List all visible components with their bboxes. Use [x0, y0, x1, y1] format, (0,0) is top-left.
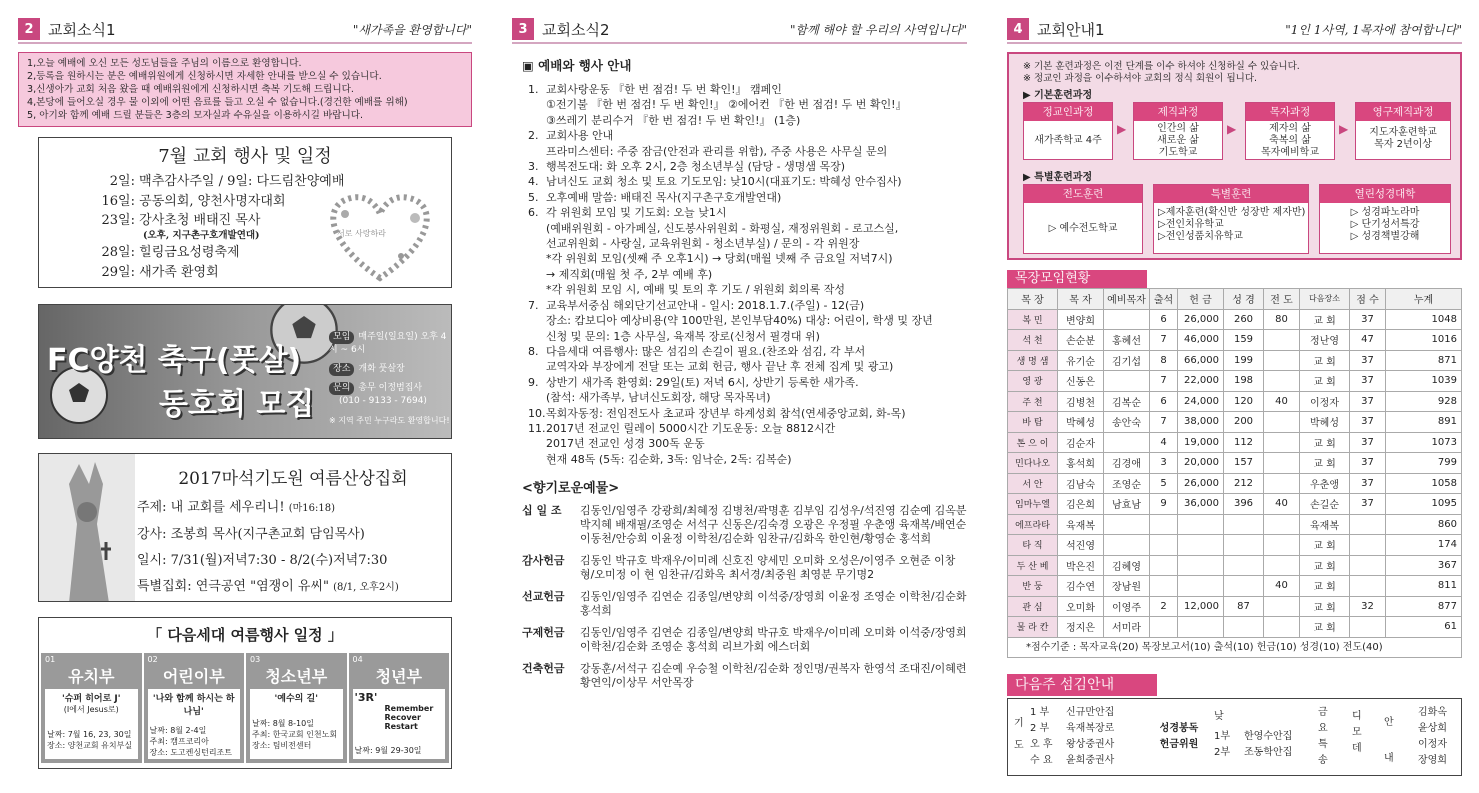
page-number: 3 [512, 18, 534, 40]
offering-roster-row: 1부 한영수안집 [1214, 730, 1293, 742]
table-cell: 37 [1350, 412, 1386, 433]
timothy-label: 디 모 데 [1352, 710, 1362, 754]
table-cell [1178, 617, 1224, 638]
table-cell [1104, 432, 1150, 453]
table-cell: 임마누엘 [1008, 494, 1058, 515]
table-row [1008, 596, 1462, 617]
table-row [1008, 350, 1462, 371]
offering-row: 건축헌금 강동훈/서석구 김순예 우승철 이학천/김순화 정인명/권복자 한영석 조대진/이혜련 황연익/이상무 서안목장 [522, 662, 967, 690]
table-cell: 2 [1150, 596, 1178, 617]
table-cell [1350, 555, 1386, 576]
table-row [1008, 494, 1462, 515]
table-cell: 20,000 [1178, 453, 1224, 474]
basic-training-label: ▶ 기본훈련과정 [1023, 90, 1093, 101]
table-row [1008, 371, 1462, 392]
table-cell: 이정자 [1300, 391, 1350, 412]
page-title: 교회안내1 [1037, 20, 1105, 39]
table-cell: 19,000 [1178, 432, 1224, 453]
page-motto: "함께 해야 할 우리의 사역입니다" [790, 22, 967, 37]
page-2 [18, 18, 472, 127]
table-cell: 3 [1150, 453, 1178, 474]
table-cell: 손길순 [1300, 494, 1350, 515]
reading-offering-label: 성경봉독 헌금위원 [1159, 722, 1199, 750]
announcement-item: 3. 행복전도대: 화 오후 2시, 2층 청소년부실 (담당 - 생명샘 목장) [528, 160, 845, 174]
nextgen-card: 03 청소년부 '예수의 길' 날짜: 8월 8-10일 주최: 한국교회 인천노회 장소: 팀비전센터 [246, 653, 347, 763]
table-cell: 생 명 샘 [1008, 350, 1058, 371]
table-cell: 서 안 [1008, 473, 1058, 494]
arrow-right-icon: ▶ [1227, 122, 1237, 136]
table-cell [1224, 617, 1264, 638]
table-cell: 37 [1350, 371, 1386, 392]
table-header: 누계 [1386, 289, 1462, 310]
table-cell: 877 [1386, 596, 1462, 617]
table-cell: 159 [1224, 330, 1264, 351]
announcement-item: 1. 교회사랑운동 『한 번 점검! 두 번 확인!』 캠페인 ①전기불 『한 번 점검! 두 번 확인!』 ②에어컨 『한 번 점검! 두 번 확인!』 ③쓰레기 분리수거 『한 번 점검! 두 번 확인!』 (1층) [528, 83, 907, 127]
table-cell: 36,000 [1178, 494, 1224, 515]
notice-line: 5, 아기와 함께 예배 드릴 분들은 3층의 모자실과 수유실을 이용하시길 바랍니다. [27, 110, 364, 121]
retreat-line: 특별집회: 연극공연 "염쟁이 유씨" (8/1, 오후2시) [137, 579, 399, 594]
schedule-row: (오후, 지구촌구호개발연대) [143, 230, 260, 241]
july-schedule-box [38, 137, 452, 288]
heart-illustration [315, 186, 445, 286]
table-header: 출석 [1150, 289, 1178, 310]
offering-row: 십 일 조 김동인/임영주 강광희/최혜정 김병천/곽명훈 김부임 김성우/석진영 김순예 김옥분 박지혜 배재필/조영순 서석구 신동은/김숙경 오광은 우정필 우춘앵 육재복/배연순 이동천/안승희 이윤정 이학천/김순화 임찬규/김화옥 한인현/황영순 홍석희 [522, 504, 967, 546]
table-cell [1224, 576, 1264, 597]
announcement-item: 2. 교회사용 안내 프라미스센터: 주중 잠금(안전과 관리를 위함), 주중 사용은 사무실 문의 [528, 129, 888, 158]
table-cell: 799 [1386, 453, 1462, 474]
table-cell: 김남숙 [1058, 473, 1104, 494]
table-cell: 37 [1350, 309, 1386, 330]
score-criteria: *점수기준 : 목자교육(20) 목장보고서(10) 출석(10) 헌금(10) 성경(10) 전도(40) [1007, 638, 1462, 658]
table-cell: 80 [1264, 309, 1300, 330]
table-cell: 김순자 [1058, 432, 1104, 453]
table-cell: 주 천 [1008, 391, 1058, 412]
july-title: 7월 교회 행사 및 일정 [158, 146, 332, 167]
table-header: 다음장소 [1300, 289, 1350, 310]
table-cell: 남효남 [1104, 494, 1150, 515]
table-header: 목 장 [1008, 289, 1058, 310]
table-cell [1178, 576, 1224, 597]
table-cell: 김복순 [1104, 391, 1150, 412]
table-cell: 김수연 [1058, 576, 1104, 597]
next-week-service-title: 다음주 섬김안내 [1007, 674, 1157, 696]
table-cell: 1095 [1386, 494, 1462, 515]
prayer-roster-row: 2 부 육재복장로 [1030, 722, 1115, 734]
table-cell: 바 탐 [1008, 412, 1058, 433]
fc-info [329, 331, 452, 427]
table-cell: 7 [1150, 330, 1178, 351]
prayer-roster-row: 1 부 신규만안집 [1030, 706, 1115, 718]
fc-title-line2: 동호회 모집 [159, 387, 315, 422]
announcement-item: 9. 상반기 새가족 환영회: 29일(토) 저녁 6시, 상반기 등록한 새가족. (참석: 새가족부, 남녀신도회장, 해당 목자목녀) [528, 375, 859, 405]
table-cell: 811 [1386, 576, 1462, 597]
table-header: 헌 금 [1178, 289, 1224, 310]
fc-info-line: 모임 매주일(일요일) 오후 4시 ~ 6시 [329, 332, 447, 355]
schedule-row: 28일: 힐링금요성령축제 [101, 245, 240, 260]
table-cell: 영 광 [1008, 371, 1058, 392]
table-cell: 12,000 [1178, 596, 1224, 617]
table-cell [1350, 514, 1386, 535]
announcement-list [528, 82, 967, 467]
page-title: 교회소식2 [542, 20, 610, 39]
table-cell: 김경애 [1104, 453, 1150, 474]
table-header: 점 수 [1350, 289, 1386, 310]
table-cell: 김기섭 [1104, 350, 1150, 371]
table-cell: 김혜영 [1104, 555, 1150, 576]
training-box: 특별훈련 ▷제자훈련(확신반 성장반 제자반) ▷전인치유학교 ▷전인성품치유학교 [1153, 184, 1309, 254]
table-cell: 7 [1150, 371, 1178, 392]
table-cell: 40 [1264, 494, 1300, 515]
table-cell: 교 회 [1300, 309, 1350, 330]
nextgen-title: 「 다음세대 여름행사 일정 」 [147, 626, 343, 644]
table-cell: 87 [1224, 596, 1264, 617]
page-3-header [512, 18, 967, 44]
table-cell: 66,000 [1178, 350, 1224, 371]
table-cell [1104, 535, 1150, 556]
page-number: 4 [1007, 18, 1029, 40]
page-title: 교회소식1 [48, 20, 116, 39]
table-cell [1178, 514, 1224, 535]
table-row [1008, 412, 1462, 433]
announcement-item: 8. 다음세대 여름행사: 많은 섬김의 손길이 필요.(찬조와 섬김, 각 부서 교역자와 부장에게 전달 또는 교회 헌금, 행사 끝난 후 전체 집계 및 광고) [528, 344, 894, 374]
table-cell: 정지은 [1058, 617, 1104, 638]
table-cell: 37 [1350, 350, 1386, 371]
page-4-header [1007, 18, 1462, 44]
welcome-notices [18, 52, 472, 127]
notice-line: 3,신생아가 교회 처음 왔을 때 예배위원에게 신청하시면 축복 기도해 드립니다. [27, 84, 354, 95]
heart-text: 서로 사랑하라 [337, 229, 386, 238]
table-cell: 물 라 칸 [1008, 617, 1058, 638]
table-cell: 홍혜선 [1104, 330, 1150, 351]
training-box: 목자과정 제자의 삶 축복의 삶 목자예비학교 [1245, 102, 1335, 160]
prayer-roster-row: 오 후 왕상중권사 [1030, 738, 1115, 750]
praying-figure-illustration [39, 454, 135, 602]
retreat-line: 강사: 조봉희 목사(지구촌교회 담임목사) [137, 527, 365, 542]
mokjang-table [1007, 288, 1462, 638]
table-cell: 1039 [1386, 371, 1462, 392]
table-cell: 민다나오 [1008, 453, 1058, 474]
offering-roster-row: 2부 조동학안집 [1214, 746, 1293, 758]
table-cell: 198 [1224, 371, 1264, 392]
table-cell: 관 심 [1008, 596, 1058, 617]
table-cell: 장남원 [1104, 576, 1150, 597]
table-cell: 5 [1150, 473, 1178, 494]
offering-title: <향기로운예물> [522, 481, 620, 497]
table-cell [1104, 309, 1150, 330]
table-cell [1264, 596, 1300, 617]
table-cell: 22,000 [1178, 371, 1224, 392]
guide-name: 이정자 [1418, 738, 1447, 750]
offering-list [522, 504, 967, 690]
table-cell: 174 [1386, 535, 1462, 556]
table-cell: 1048 [1386, 309, 1462, 330]
table-cell: 이영주 [1104, 596, 1150, 617]
table-cell: 928 [1386, 391, 1462, 412]
table-cell [1350, 617, 1386, 638]
prayer-label: 기 도 [1014, 717, 1024, 751]
day-label: 낮 [1214, 710, 1224, 722]
retreat-title: 2017마석기도원 여름산상집회 [178, 469, 408, 489]
table-row [1008, 514, 1462, 535]
nextgen-card: 01 유치부 '슈퍼 히어로 J' (I에서 Jesus로) 날짜: 7월 16, 23, 30일 장소: 양천교회 유치부실 [41, 653, 142, 763]
announcement-item: 10. 목회자동정: 전임전도사 초교파 장년부 하계성회 참석(연세중앙교회, 화-목) [528, 406, 906, 420]
section-heading: ▣ 예배와 행사 안내 [522, 58, 632, 73]
arrow-right-icon: ▶ [1339, 122, 1349, 136]
table-cell: 38,000 [1178, 412, 1224, 433]
table-cell: 367 [1386, 555, 1462, 576]
table-cell: 9 [1150, 494, 1178, 515]
table-cell: 조영순 [1104, 473, 1150, 494]
table-cell [1264, 412, 1300, 433]
table-cell: 37 [1350, 453, 1386, 474]
prayer-roster [1030, 705, 1114, 769]
table-cell: 박은진 [1058, 555, 1104, 576]
table-cell: 860 [1386, 514, 1462, 535]
table-cell: 37 [1350, 473, 1386, 494]
fc-title-line1: FC양천 축구(풋살) [47, 343, 302, 378]
nextgen-card: 02 어린이부 '나와 함께 하시는 하나님' 날짜: 8월 2-4일 주최: 캠프코리아 장소: 도고켄싱턴리조트 [144, 653, 245, 763]
retreat-line: 주제: 내 교회를 세우리니! (마16:18) [137, 500, 336, 515]
table-header: 전 도 [1264, 289, 1300, 310]
arrow-right-icon: ▶ [1117, 122, 1127, 136]
announcement-item: 6. 각 위원회 모임 및 기도회: 오늘 낮1시 (예배위원회 - 아가페실, 신도봉사위원회 - 화평실, 재정위원회 - 로고스실, 선교위원회 - 사랑실, 교육위원회 - 청소년부실) / 문의 - 각 위원장 *각 위원회 모임(셋째 주 오후1시) → 당회(매월 넷째 주 금요일 저녁7시) → 제직회(매월 첫 주, 2부 예배 후) *각 위원회 모임 시, 예배 및 토의 후 기도 / 위원회 회의록 작성 [528, 206, 899, 297]
table-cell: 유기순 [1058, 350, 1104, 371]
training-note: ※ 정교인 과정을 이수하셔야 교회의 정식 회원이 됩니다. [1023, 73, 1258, 84]
next-week-box [1007, 698, 1462, 776]
table-cell [1264, 473, 1300, 494]
table-cell: 120 [1224, 391, 1264, 412]
table-cell: 육재복 [1058, 514, 1104, 535]
table-cell [1264, 330, 1300, 351]
table-cell [1224, 535, 1264, 556]
table-cell: 6 [1150, 391, 1178, 412]
table-cell: 32 [1350, 596, 1386, 617]
table-cell [1350, 535, 1386, 556]
table-cell [1264, 432, 1300, 453]
table-cell: 교 회 [1300, 555, 1350, 576]
fc-info-line: (010 - 9133 - 7694) [339, 396, 427, 406]
table-cell: 112 [1224, 432, 1264, 453]
table-cell: 홍석희 [1058, 453, 1104, 474]
special-training-label: ▶ 특별훈련과정 [1023, 172, 1093, 183]
table-cell: 정난영 [1300, 330, 1350, 351]
schedule-row: 23일: 강사초청 배태진 목사 [101, 213, 261, 228]
training-box: 정교인과정 새가족학교 4주 [1023, 102, 1113, 160]
table-cell: 4 [1150, 432, 1178, 453]
table-cell: 타 직 [1008, 535, 1058, 556]
table-header: 예비목자 [1104, 289, 1150, 310]
table-cell: 26,000 [1178, 473, 1224, 494]
table-cell: 1073 [1386, 432, 1462, 453]
table-cell: 김병천 [1058, 391, 1104, 412]
table-cell: 46,000 [1178, 330, 1224, 351]
table-cell: 석 천 [1008, 330, 1058, 351]
training-panel [1007, 52, 1462, 260]
page-motto: "새가족을 환영합니다" [352, 22, 472, 37]
table-cell [1264, 371, 1300, 392]
table-cell: 톤 으 이 [1008, 432, 1058, 453]
table-cell: 396 [1224, 494, 1264, 515]
schedule-row: 16일: 공동의회, 양천사명자대회 [101, 194, 286, 209]
table-cell [1264, 555, 1300, 576]
page-motto: "1인 1사역, 1목자에 참여합니다" [1285, 22, 1462, 37]
fc-soccer-banner [38, 304, 452, 439]
table-cell: 교 회 [1300, 371, 1350, 392]
table-cell: 200 [1224, 412, 1264, 433]
table-cell: 석진영 [1058, 535, 1104, 556]
table-cell [1264, 535, 1300, 556]
table-cell: 47 [1350, 330, 1386, 351]
guide-name: 윤상희 [1418, 722, 1447, 734]
table-cell: 37 [1350, 432, 1386, 453]
table-row [1008, 617, 1462, 638]
mokjang-status-title: 목장모임현황 [1007, 270, 1147, 288]
offering-row: 감사헌금 김동인 박규호 박재우/이미례 신호진 양세민 오미화 오성은/이영주 오현준 이창형/오미정 이 현 임찬규/김화옥 최서경/최중원 최영분 무기명2 [522, 554, 956, 582]
fc-info-line: 문의 총무 이정범집사 [329, 382, 452, 395]
table-cell: 40 [1264, 391, 1300, 412]
table-cell [1350, 576, 1386, 597]
table-cell: 교 회 [1300, 432, 1350, 453]
table-cell: 1058 [1386, 473, 1462, 494]
table-cell: 6 [1150, 309, 1178, 330]
table-cell [1150, 514, 1178, 535]
training-box: 열린성경대학 ▷ 성경파노라마 ▷ 단기성서특강 ▷ 성경책별강해 [1319, 184, 1451, 254]
offering-row: 구제헌금 김동인/임영주 김연순 김종일/변양희 박규호 박재우/이미례 오미화 이석중/장영희 이학천/김순화 조영순 홍석희 리브가회 에스더회 [522, 626, 967, 654]
table-header: 목 자 [1058, 289, 1104, 310]
table-cell: 212 [1224, 473, 1264, 494]
table-row [1008, 309, 1462, 330]
table-cell [1178, 535, 1224, 556]
table-cell: 오미화 [1058, 596, 1104, 617]
schedule-row: 2일: 맥추감사주일 / 9일: 다드림찬양예배 [109, 174, 345, 189]
table-cell [1150, 555, 1178, 576]
prayer-roster-row: 수 요 윤희중권사 [1030, 754, 1115, 766]
table-cell: 40 [1264, 576, 1300, 597]
table-cell: 교 회 [1300, 453, 1350, 474]
table-cell [1150, 576, 1178, 597]
offering-roster [1214, 729, 1292, 761]
table-cell [1104, 371, 1150, 392]
nextgen-card: 04 청년부 '3R' Remember Recover Restart 날짜: 9월 29-30일 [349, 653, 450, 763]
page-2-header [18, 18, 472, 44]
table-row [1008, 555, 1462, 576]
table-cell [1178, 555, 1224, 576]
table-row [1008, 391, 1462, 412]
table-cell: 박혜성 [1058, 412, 1104, 433]
table-cell: 두 산 베 [1008, 555, 1058, 576]
table-cell: 육재복 [1300, 514, 1350, 535]
table-cell: 서미라 [1104, 617, 1150, 638]
notice-line: 4,본당에 들어오실 경우 물 이외에 어떤 음료를 들고 오실 수 없습니다.(경건한 예배를 위해) [27, 97, 408, 108]
table-row [1008, 432, 1462, 453]
table-cell [1150, 617, 1178, 638]
table-row [1008, 473, 1462, 494]
table-cell: 199 [1224, 350, 1264, 371]
table-cell: 8 [1150, 350, 1178, 371]
guide-names [1418, 705, 1447, 769]
table-cell: 변양희 [1058, 309, 1104, 330]
table-cell: 24,000 [1178, 391, 1224, 412]
training-note: ※ 기본 훈련과정은 이전 단계를 이수 하셔야 신청하실 수 있습니다. [1023, 61, 1300, 72]
fc-info-line: ※ 지역 주민 누구라도 환영합니다! [329, 416, 450, 425]
table-cell [1264, 514, 1300, 535]
friday-special-label: 금 요 특 송 [1318, 706, 1328, 766]
table-cell [1264, 350, 1300, 371]
table-cell: 박혜성 [1300, 412, 1350, 433]
table-cell: 37 [1350, 494, 1386, 515]
table-cell: 37 [1350, 391, 1386, 412]
table-cell [1224, 514, 1264, 535]
notice-line: 1,오늘 예배에 오신 모든 성도님들을 주님의 이름으로 환영합니다. [27, 58, 302, 69]
table-cell: 복 민 [1008, 309, 1058, 330]
table-cell: 우춘앵 [1300, 473, 1350, 494]
table-cell: 신동은 [1058, 371, 1104, 392]
table-row [1008, 576, 1462, 597]
nextgen-box [38, 617, 452, 769]
page-number: 2 [18, 18, 40, 40]
table-cell: 1016 [1386, 330, 1462, 351]
table-cell [1224, 555, 1264, 576]
table-cell: 871 [1386, 350, 1462, 371]
announcement-item: 11. 2017년 전교인 릴레이 5000시간 기도운동: 오늘 8812시간 2017년 전교인 성경 300독 운동 현재 48독 (5독: 김순화, 3독: 임낙순, 2독: 김복순) [528, 421, 836, 466]
table-cell: 교 회 [1300, 576, 1350, 597]
announcement-item: 7. 교육부서중심 해외단기선교안내 - 일시: 2018.1.7.(주일) - 12(금) 장소: 캄보디아 예상비용(약 100만원, 본인부담40%) 대상: 어린이, 학생 및 장년 신청 및 문의: 1층 사무실, 육재복 장로(신청서 필경대 위) [528, 298, 933, 343]
table-cell [1264, 617, 1300, 638]
guide-label: 안 내 [1384, 716, 1394, 764]
table-row [1008, 330, 1462, 351]
table-cell: 반 둥 [1008, 576, 1058, 597]
table-cell: 에프라타 [1008, 514, 1058, 535]
table-cell: 157 [1224, 453, 1264, 474]
table-cell: 교 회 [1300, 350, 1350, 371]
retreat-line: 일시: 7/31(월)저녁7:30 - 8/2(수)저녁7:30 [137, 553, 388, 568]
table-row [1008, 535, 1462, 556]
guide-name: 장영희 [1418, 754, 1447, 766]
training-box: 전도훈련 ▷ 예수전도학교 [1023, 184, 1143, 254]
table-cell: 김은희 [1058, 494, 1104, 515]
table-cell [1104, 514, 1150, 535]
table-cell: 송안숙 [1104, 412, 1150, 433]
page-4 [1007, 18, 1462, 776]
notice-line: 2,등록을 원하시는 분은 예배위원에게 신청하시면 자세한 안내를 받으실 수 있습니다. [27, 71, 382, 82]
prayer-retreat-box [38, 453, 452, 602]
schedule-row: 29일: 새가족 환영회 [101, 265, 219, 280]
training-box: 제직과정 인간의 삶 새로운 삶 기도학교 [1133, 102, 1223, 160]
announcement-item: 5. 오후예배 말씀: 배태진 목사(지구촌구호개발연대) [528, 190, 782, 204]
guide-name: 김화옥 [1418, 706, 1447, 718]
table-header: 성 경 [1224, 289, 1264, 310]
table-cell: 7 [1150, 412, 1178, 433]
training-box: 영구제직과정 지도자훈련학교 목자 2년이상 [1355, 102, 1451, 160]
table-cell: 26,000 [1178, 309, 1224, 330]
announcement-item: 4. 남녀신도 교회 청소 및 토요 기도모임: 낮10시(대표기도: 박혜성 안수집사) [528, 175, 902, 189]
offering-row: 선교헌금 김동인/임영주 김연순 김종일/변양희 이석중/장영희 이윤정 조영순 이학천/김순화 홍석희 [522, 590, 967, 618]
table-cell: 교 회 [1300, 596, 1350, 617]
table-cell: 61 [1386, 617, 1462, 638]
table-cell: 891 [1386, 412, 1462, 433]
fc-info-line: 장소 개화 풋살장 [329, 363, 452, 376]
page-3 [512, 18, 967, 690]
table-cell: 손순분 [1058, 330, 1104, 351]
table-cell [1150, 535, 1178, 556]
table-cell: 교 회 [1300, 535, 1350, 556]
table-row [1008, 453, 1462, 474]
table-cell: 교 회 [1300, 617, 1350, 638]
table-cell [1264, 453, 1300, 474]
table-cell: 260 [1224, 309, 1264, 330]
